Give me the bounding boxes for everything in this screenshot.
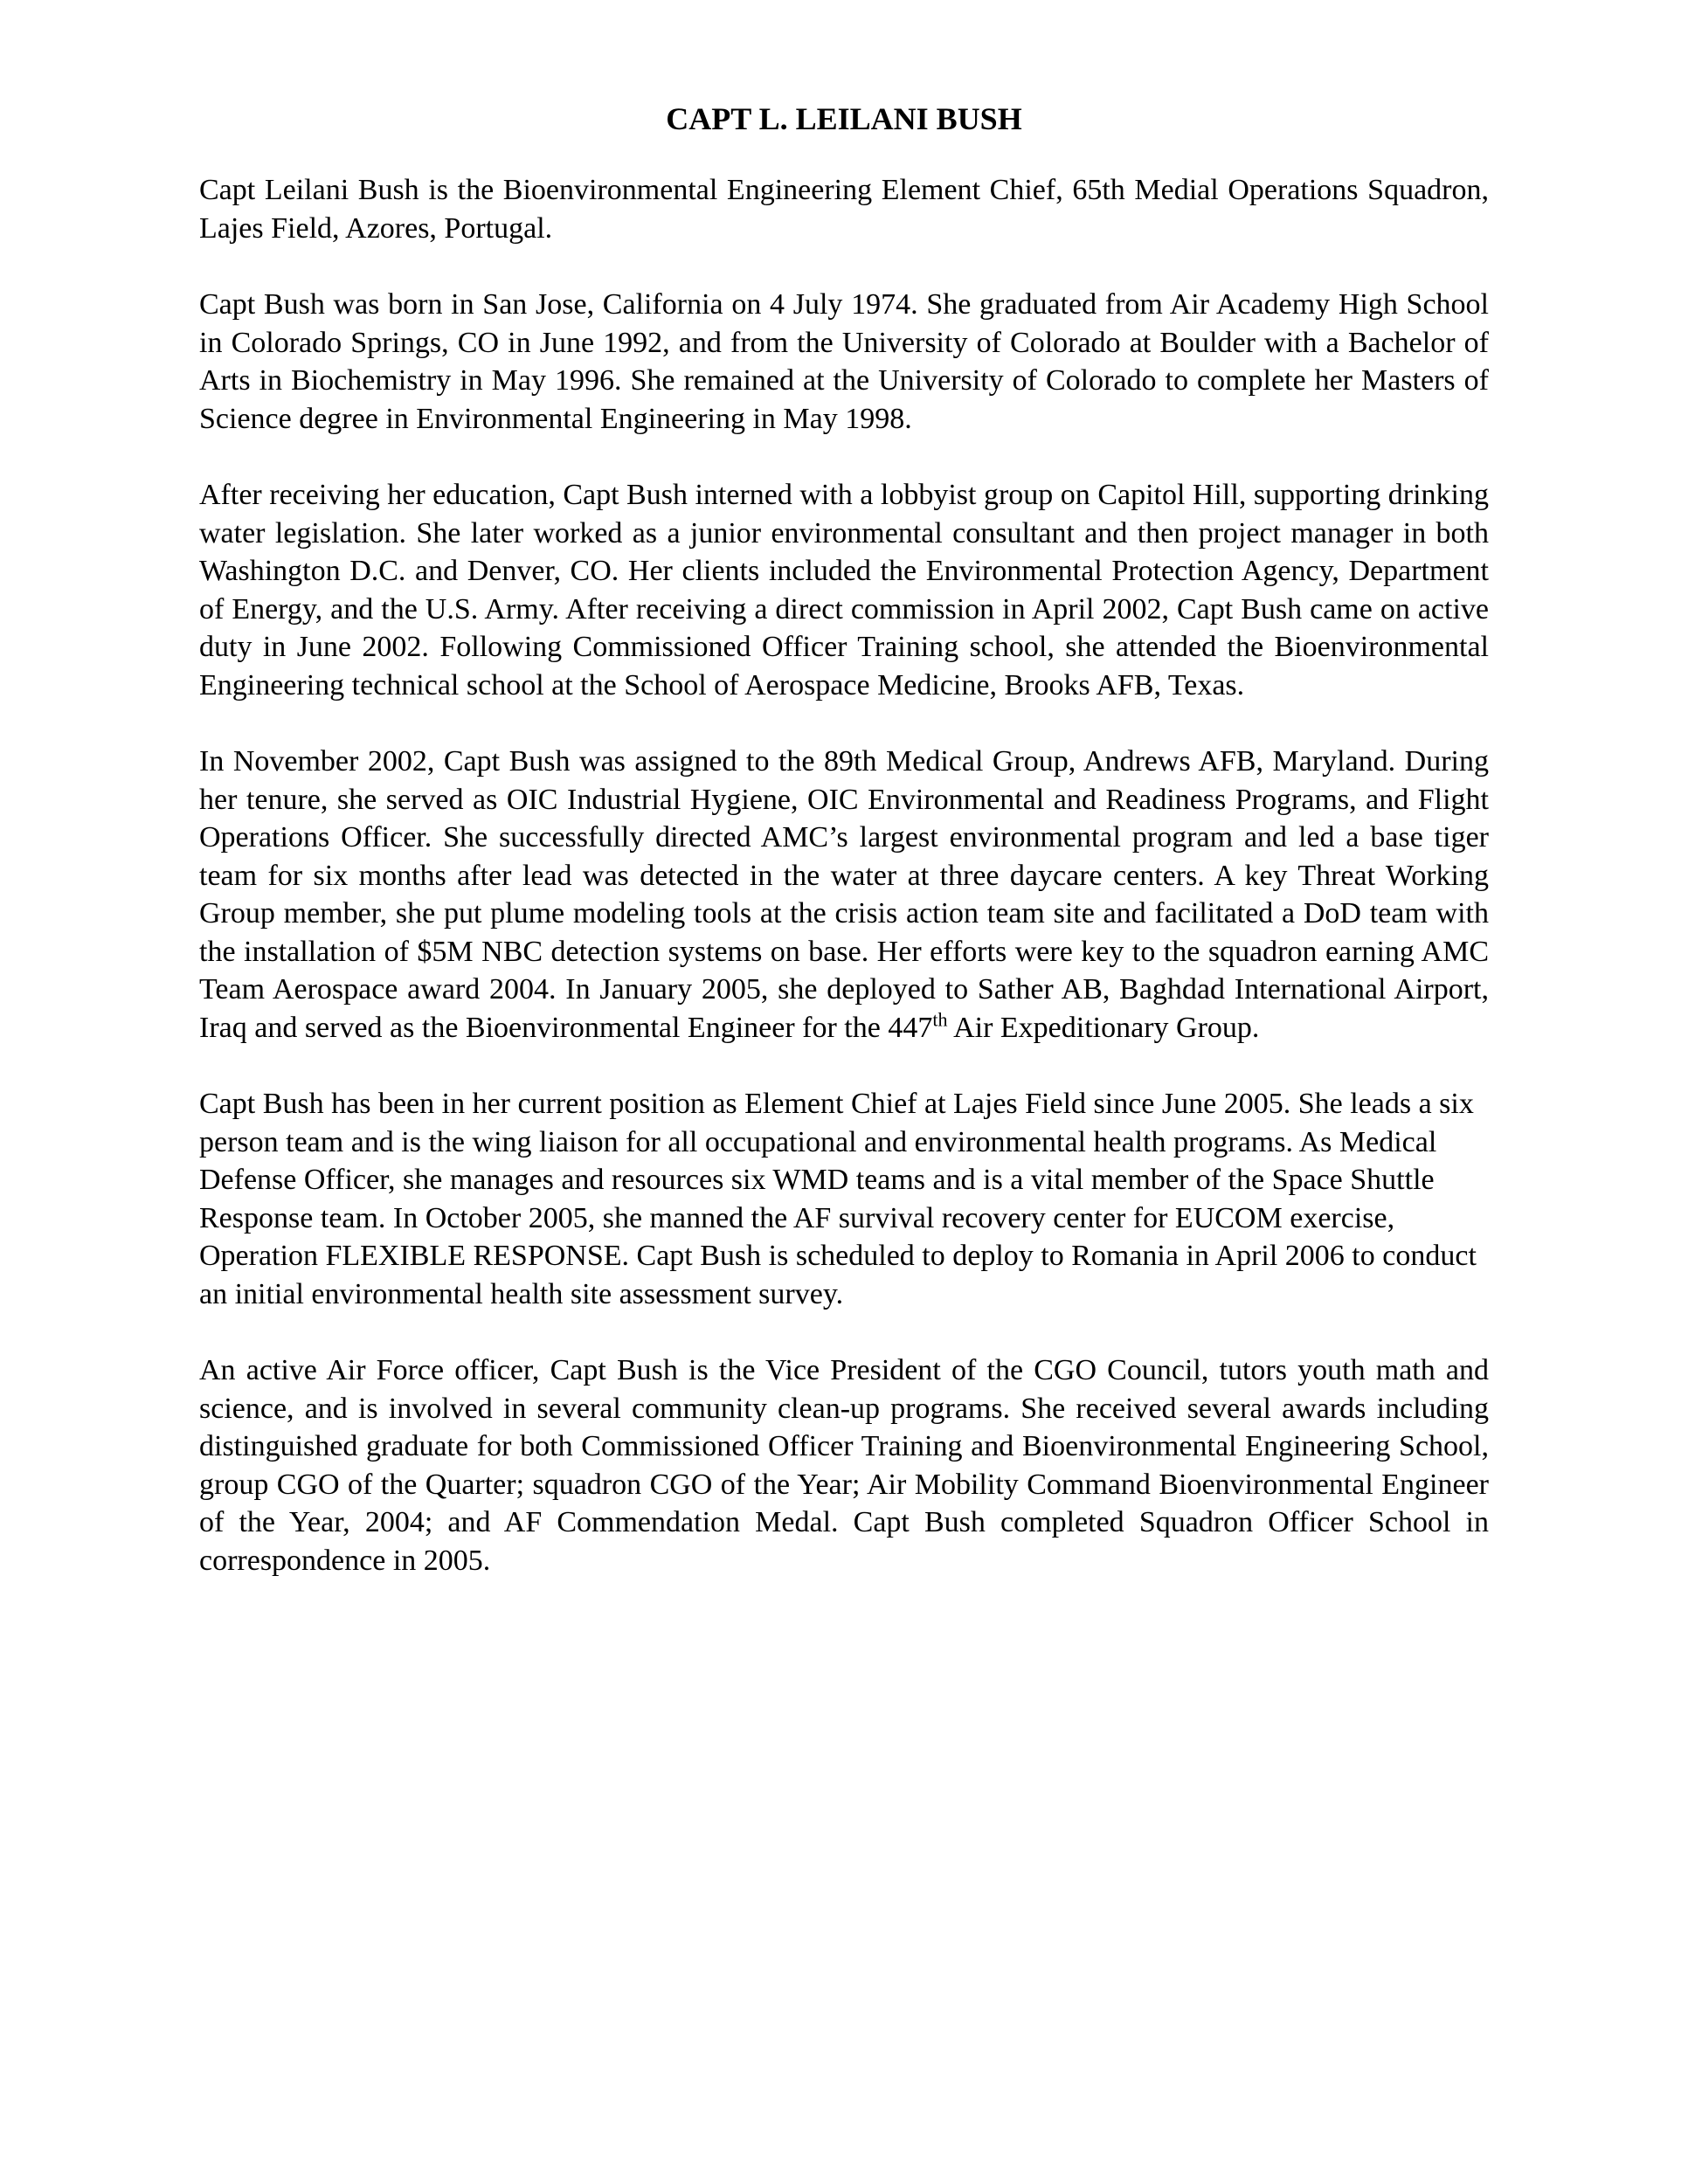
paragraph-current-position: Capt Bush has been in her current position as Element Chief at Lajes Field since June 2005. She leads a six person team and is the wing liaison for all occupational and environmental health programs. As Medical Defense Officer, she manages and resources six WMD teams and is a vital member of the Space Shuttle Response team. In October 2005, she manned the AF survival recovery center for EUCOM exercise, Operation FLEXIBLE RESPONSE. Capt Bush is scheduled to deploy to Romania in April 2006 to conduct an initial environmental health site assessment survey. [199, 1088, 1477, 1310]
ordinal-superscript: th [932, 1008, 948, 1031]
paragraph-education: Capt Bush was born in San Jose, California on 4 July 1974. She graduated from Air Academy High School in Colorado Springs, CO in June 1992, and from the University of Colorado at Boulder with a Bachelor of Arts in Biochemistry in May 1996. She remained at the University of Colorado to complete her Masters of Science degree in Environmental Engineering in May 1998. [199, 288, 1489, 435]
document-body [199, 98, 1489, 1618]
paragraph-position: Capt Leilani Bush is the Bioenvironmental Engineering Element Chief, 65th Medial Operations Squadron, Lajes Field, Azores, Portugal. [199, 174, 1489, 245]
document-title: CAPT L. LEILANI BUSH [666, 101, 1022, 136]
paragraph-andrews-assignment [199, 743, 1489, 1047]
paragraph-andrews-text: In November 2002, Capt Bush was assigned to the 89th Medical Group, Andrews AFB, Maryland. During her tenure, she served as OIC Industrial Hygiene, OIC Environmental and Readiness Programs, and Flight Operations Officer. She successfully directed AMC’s largest environmental program and led a base tiger team for six months after lead was detected in the water at three daycare centers. A key Threat Working Group member, she put plume modeling tools at the crisis action team site and facilitated a DoD team with the installation of $5M NBC detection systems on base. Her efforts were key to the squadron earning AMC Team Aerospace award 2004. In January 2005, she deployed to Sather AB, Baghdad International Airport, Iraq and served as the Bioenvironmental Engineer for the 447 [199, 745, 1489, 1044]
paragraph-andrews-tail: Air Expeditionary Group. [947, 1011, 1260, 1044]
paragraph-awards: An active Air Force officer, Capt Bush is the Vice President of the CGO Council, tutors youth math and science, and is involved in several community clean-up programs. She received several awards including distinguished graduate for both Commissioned Officer Training and Bioenvironmental Engineering School, group CGO of the Quarter; squadron CGO of the Year; Air Mobility Command Bioenvironmental Engineer of the Year, 2004; and AF Commendation Medal. Capt Bush completed Squadron Officer School in correspondence in 2005. [199, 1354, 1489, 1577]
paragraph-early-career: After receiving her education, Capt Bush interned with a lobbyist group on Capitol Hill, supporting drinking water legislation. She later worked as a junior environmental consultant and then project manager in both Washington D.C. and Denver, CO. Her clients included the Environmental Protection Agency, Department of Energy, and the U.S. Army. After receiving a direct commission in April 2002, Capt Bush came on active duty in June 2002. Following Commissioned Officer Training school, she attended the Bioenvironmental Engineering technical school at the School of Aerospace Medicine, Brooks AFB, Texas. [199, 479, 1489, 702]
